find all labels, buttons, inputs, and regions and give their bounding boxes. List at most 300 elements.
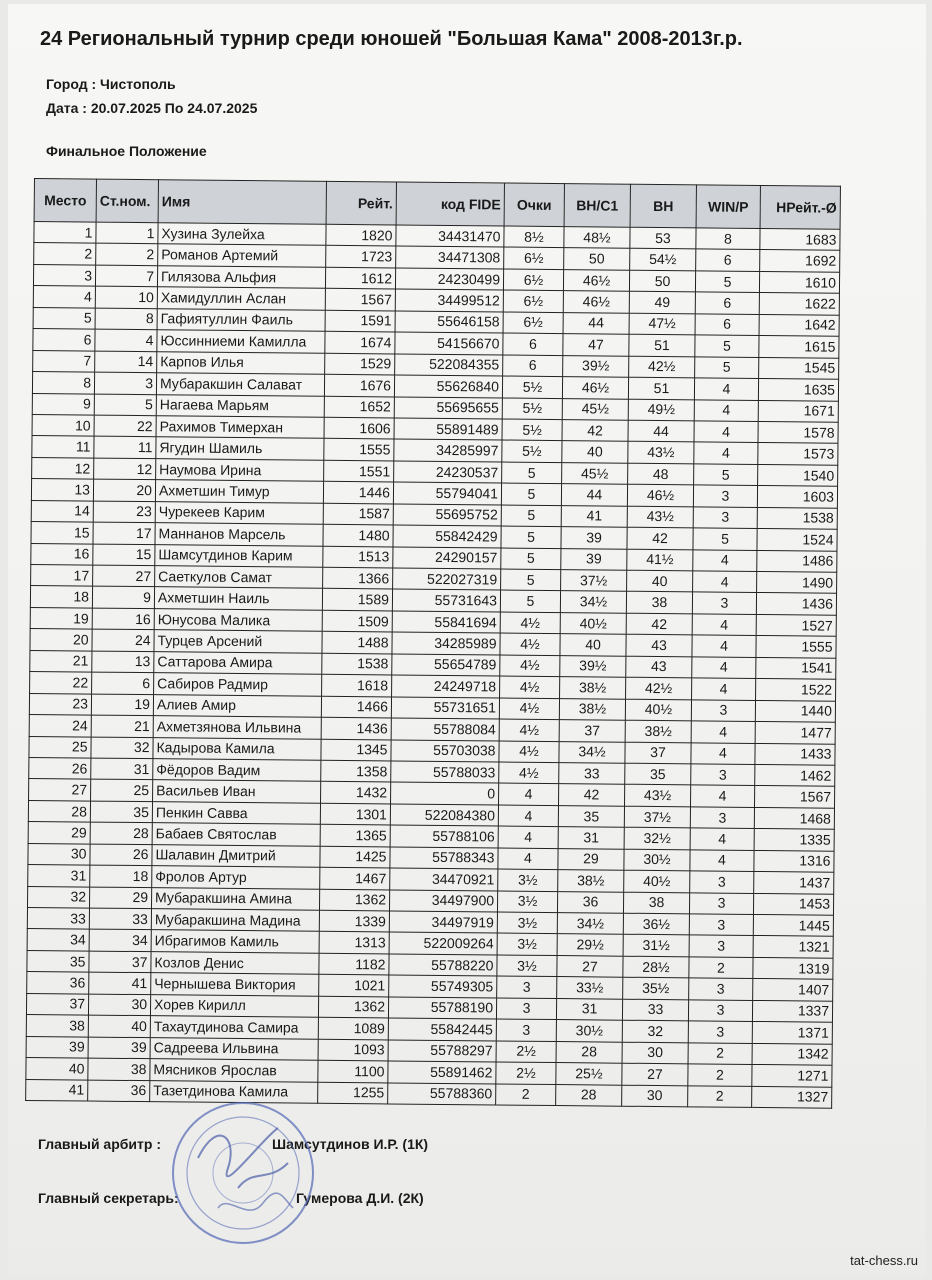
cell-name: Рахимов Тимерхан	[156, 416, 324, 439]
cell-start-number: 5	[94, 394, 156, 416]
cell-name: Мясников Ярослав	[150, 1059, 318, 1082]
cell-bh: 37½	[624, 806, 690, 828]
cell-name: Юнусова Малика	[154, 609, 322, 632]
cell-performance: 1642	[759, 314, 839, 336]
cell-fide-code: 55891489	[394, 418, 502, 440]
cell-rating: 1089	[318, 1017, 388, 1039]
cell-name: Мубаракшина Мадина	[151, 909, 319, 932]
cell-points: 6½	[503, 312, 563, 334]
cell-bh-c1: 42	[562, 420, 628, 442]
cell-points: 4½	[499, 698, 559, 720]
cell-points: 4½	[500, 676, 560, 698]
cell-bh-c1: 42	[559, 784, 625, 806]
cell-start-number: 2	[96, 244, 158, 266]
cell-start-number: 17	[93, 522, 155, 544]
cell-win-p: 3	[689, 892, 753, 914]
cell-name: Васильев Иван	[153, 780, 321, 803]
cell-name: Ибрагимов Камиль	[151, 930, 319, 953]
cell-place: 11	[32, 436, 94, 458]
cell-bh-c1: 44	[563, 312, 629, 334]
cell-bh-c1: 30½	[556, 1020, 622, 1042]
cell-rating: 1255	[318, 1082, 388, 1104]
cell-bh: 27	[622, 1063, 688, 1085]
cell-name: Тахаутдинова Самира	[150, 1016, 318, 1039]
cell-points: 5½	[502, 376, 562, 398]
cell-performance: 1453	[753, 893, 833, 915]
cell-name: Юссинниеми Камилла	[157, 330, 325, 353]
cell-fide-code: 55788360	[388, 1082, 496, 1104]
cell-bh-c1: 36	[557, 891, 623, 913]
cell-rating: 1093	[318, 1039, 388, 1061]
cell-fide-code: 55788343	[390, 847, 498, 869]
cell-points: 3	[496, 1019, 556, 1041]
cell-bh: 51	[629, 334, 695, 356]
cell-performance: 1319	[753, 957, 833, 979]
cell-performance: 1671	[758, 400, 838, 422]
cell-bh: 43½	[624, 785, 690, 807]
cell-rating: 1339	[319, 910, 389, 932]
cell-bh: 38½	[625, 720, 691, 742]
cell-place: 18	[30, 586, 92, 608]
cell-bh: 40½	[624, 870, 690, 892]
cell-win-p: 4	[692, 657, 756, 679]
cell-name: Ахметшин Тимур	[155, 480, 323, 503]
cell-bh: 38	[623, 892, 689, 914]
cell-points: 4½	[499, 719, 559, 741]
col-header-place: Место	[34, 179, 96, 223]
cell-name: Гафиятуллин Фаиль	[157, 308, 325, 331]
cell-rating: 1591	[325, 310, 395, 332]
cell-win-p: 4	[694, 399, 758, 421]
chief-secretary-label: Главный секретарь:	[38, 1190, 179, 1206]
cell-start-number: 39	[88, 1037, 150, 1059]
cell-fide-code: 55794041	[393, 482, 501, 504]
cell-rating: 1365	[320, 825, 390, 847]
cell-points: 3½	[497, 933, 557, 955]
cell-fide-code: 55891462	[388, 1061, 496, 1083]
cell-rating: 1513	[323, 546, 393, 568]
cell-start-number: 9	[92, 587, 154, 609]
cell-points: 3½	[498, 869, 558, 891]
cell-performance: 1337	[752, 1000, 832, 1022]
cell-rating: 1674	[325, 331, 395, 353]
cell-start-number: 1	[96, 222, 158, 244]
cell-name: Кадырова Камила	[153, 737, 321, 760]
cell-fide-code: 55841694	[392, 611, 500, 633]
cell-win-p: 5	[693, 528, 757, 550]
cell-bh-c1: 45½	[562, 462, 628, 484]
cell-start-number: 26	[90, 844, 152, 866]
cell-points: 3	[497, 976, 557, 998]
cell-fide-code: 34497900	[389, 890, 497, 912]
cell-points: 2	[496, 1083, 556, 1105]
cell-bh-c1: 40	[562, 441, 628, 463]
cell-performance: 1522	[756, 679, 836, 701]
cell-win-p: 4	[690, 785, 754, 807]
cell-bh-c1: 35	[558, 805, 624, 827]
cell-win-p: 8	[696, 228, 760, 250]
official-stamp-icon	[168, 1098, 318, 1248]
cell-start-number: 12	[94, 458, 156, 480]
cell-win-p: 4	[694, 421, 758, 443]
cell-points: 5½	[502, 419, 562, 441]
cell-points: 5	[501, 505, 561, 527]
cell-start-number: 4	[95, 329, 157, 351]
cell-bh: 30	[622, 1042, 688, 1064]
cell-bh-c1: 25½	[556, 1063, 622, 1085]
cell-place: 27	[29, 779, 91, 801]
cell-fide-code: 55731643	[392, 589, 500, 611]
cell-performance: 1371	[752, 1022, 832, 1044]
cell-bh-c1: 46½	[562, 377, 628, 399]
cell-place: 13	[31, 479, 93, 501]
cell-bh-c1: 31	[558, 827, 624, 849]
cell-bh: 32½	[624, 827, 690, 849]
cell-rating: 1587	[323, 503, 393, 525]
cell-performance: 1541	[756, 657, 836, 679]
cell-fide-code: 55788190	[388, 997, 496, 1019]
cell-name: Мубаракшина Амина	[151, 887, 319, 910]
cell-fide-code: 55703038	[391, 739, 499, 761]
col-header-rating: Рейт.	[326, 181, 396, 225]
cell-place: 7	[33, 350, 95, 372]
cell-performance: 1462	[755, 764, 835, 786]
cell-points: 5½	[502, 440, 562, 462]
cell-name: Гилязова Альфия	[157, 266, 325, 289]
cell-rating: 1425	[320, 846, 390, 868]
cell-fide-code: 55842445	[388, 1018, 496, 1040]
cell-start-number: 30	[88, 994, 150, 1016]
cell-start-number: 3	[94, 372, 156, 394]
cell-fide-code: 55749305	[389, 975, 497, 997]
cell-rating: 1551	[324, 460, 394, 482]
cell-name: Бабаев Святослав	[152, 823, 320, 846]
cell-performance: 1437	[754, 872, 834, 894]
cell-performance: 1335	[754, 829, 834, 851]
cell-bh: 54½	[630, 249, 696, 271]
cell-fide-code: 522009264	[389, 932, 497, 954]
cell-performance: 1433	[755, 743, 835, 765]
cell-win-p: 4	[690, 828, 754, 850]
cell-performance: 1445	[753, 914, 833, 936]
cell-bh-c1: 33	[559, 763, 625, 785]
cell-place: 32	[27, 886, 89, 908]
cell-name: Саттарова Амира	[154, 651, 322, 674]
cell-place: 6	[33, 329, 95, 351]
cell-bh: 33	[622, 999, 688, 1021]
cell-performance: 1610	[759, 271, 839, 293]
cell-bh-c1: 34½	[557, 913, 623, 935]
cell-place: 5	[33, 307, 95, 329]
cell-bh: 46½	[627, 484, 693, 506]
cell-rating: 1362	[318, 996, 388, 1018]
cell-place: 1	[34, 222, 96, 244]
cell-points: 5	[500, 590, 560, 612]
cell-win-p: 3	[690, 807, 754, 829]
cell-rating: 1676	[324, 374, 394, 396]
cell-win-p: 6	[695, 314, 759, 336]
cell-bh-c1: 28	[556, 1084, 622, 1106]
cell-name: Козлов Денис	[151, 952, 319, 975]
cell-start-number: 23	[93, 501, 155, 523]
cell-performance: 1555	[756, 636, 836, 658]
cell-start-number: 7	[95, 265, 157, 287]
cell-name: Хузина Зулейха	[158, 223, 326, 246]
cell-fide-code: 55695752	[393, 504, 501, 526]
cell-place: 14	[31, 500, 93, 522]
cell-bh: 47½	[629, 313, 695, 335]
cell-name: Чурекеев Карим	[155, 501, 323, 524]
cell-name: Маннанов Марсель	[155, 523, 323, 546]
cell-bh-c1: 46½	[563, 291, 629, 313]
cell-rating: 1313	[319, 932, 389, 954]
cell-win-p: 3	[689, 914, 753, 936]
cell-rating: 1467	[320, 867, 390, 889]
cell-start-number: 28	[90, 822, 152, 844]
cell-fide-code: 24230537	[394, 461, 502, 483]
cell-start-number: 37	[89, 951, 151, 973]
cell-fide-code: 55695655	[394, 396, 502, 418]
cell-points: 6	[503, 355, 563, 377]
cell-place: 4	[33, 286, 95, 308]
cell-place: 15	[31, 522, 93, 544]
col-header-fide-code: код FIDE	[396, 182, 504, 226]
cell-bh: 37	[625, 742, 691, 764]
cell-points: 4½	[500, 612, 560, 634]
cell-bh: 31½	[623, 935, 689, 957]
cell-bh-c1: 29½	[557, 934, 623, 956]
standings-table	[25, 178, 841, 1109]
cell-fide-code: 522027319	[393, 568, 501, 590]
cell-bh-c1: 48½	[564, 227, 630, 249]
cell-bh: 28½	[623, 956, 689, 978]
cell-win-p: 2	[688, 1064, 752, 1086]
cell-bh-c1: 37½	[561, 570, 627, 592]
cell-win-p: 2	[689, 957, 753, 979]
cell-bh: 48	[628, 463, 694, 485]
cell-place: 2	[34, 243, 96, 265]
cell-fide-code: 522084380	[390, 804, 498, 826]
cell-rating: 1021	[319, 975, 389, 997]
cell-start-number: 22	[94, 415, 156, 437]
cell-performance: 1321	[753, 936, 833, 958]
cell-win-p: 3	[688, 1021, 752, 1043]
chief-arbiter-name: Шамсутдинов И.Р. (1К)	[272, 1136, 429, 1152]
tournament-title: 24 Региональный турнир среди юношей "Большая Кама" 2008-2013г.р.	[40, 28, 743, 50]
cell-fide-code: 24230499	[395, 268, 503, 290]
cell-place: 38	[26, 1015, 88, 1037]
cell-rating: 1555	[324, 439, 394, 461]
cell-rating: 1345	[321, 739, 391, 761]
cell-start-number: 33	[89, 908, 151, 930]
cell-name: Хорев Кирилл	[150, 994, 318, 1017]
cell-bh: 43	[626, 656, 692, 678]
cell-name: Алиев Амир	[153, 694, 321, 717]
cell-bh-c1: 39½	[563, 355, 629, 377]
cell-rating: 1567	[325, 289, 395, 311]
cell-place: 20	[30, 629, 92, 651]
cell-performance: 1538	[757, 507, 837, 529]
cell-bh: 49½	[628, 399, 694, 421]
site-watermark: tat-chess.ru	[850, 1253, 918, 1268]
cell-bh-c1: 39½	[560, 655, 626, 677]
cell-performance: 1316	[754, 850, 834, 872]
cell-rating: 1589	[322, 589, 392, 611]
cell-performance: 1692	[760, 250, 840, 272]
cell-start-number: 38	[88, 1058, 150, 1080]
cell-points: 4	[498, 805, 558, 827]
cell-win-p: 4	[693, 571, 757, 593]
cell-place: 34	[27, 929, 89, 951]
cell-start-number: 36	[88, 1080, 150, 1102]
cell-rating: 1509	[322, 610, 392, 632]
cell-name: Шалавин Дмитрий	[152, 844, 320, 867]
cell-performance: 1327	[752, 1086, 832, 1108]
cell-win-p: 2	[688, 1085, 752, 1107]
cell-bh: 41½	[627, 549, 693, 571]
cell-fide-code: 55654789	[392, 654, 500, 676]
cell-rating: 1723	[326, 246, 396, 268]
cell-start-number: 19	[91, 694, 153, 716]
cell-performance: 1436	[756, 593, 836, 615]
cell-win-p: 4	[692, 614, 756, 636]
cell-start-number: 6	[92, 672, 154, 694]
cell-performance: 1540	[758, 464, 838, 486]
cell-start-number: 14	[95, 351, 157, 373]
cell-fide-code: 55626840	[394, 375, 502, 397]
cell-bh-c1: 46½	[563, 269, 629, 291]
cell-fide-code: 34471308	[396, 246, 504, 268]
cell-performance: 1440	[755, 700, 835, 722]
cell-points: 3½	[497, 912, 557, 934]
cell-bh: 30	[622, 1085, 688, 1107]
section-title: Финальное Положение	[46, 143, 207, 159]
cell-fide-code: 55842429	[393, 525, 501, 547]
col-header-bh-c1: BH/C1	[564, 184, 630, 228]
cell-place: 24	[29, 715, 91, 737]
cell-bh: 30½	[624, 849, 690, 871]
col-header-points: Очки	[504, 183, 564, 227]
cell-win-p: 3	[693, 485, 757, 507]
cell-fide-code: 24249718	[392, 675, 500, 697]
cell-fide-code: 54156670	[395, 332, 503, 354]
cell-win-p: 6	[695, 292, 759, 314]
cell-performance: 1622	[759, 293, 839, 315]
cell-rating: 1446	[323, 482, 393, 504]
cell-performance: 1490	[757, 571, 837, 593]
cell-win-p: 3	[689, 935, 753, 957]
cell-fide-code: 34285997	[394, 439, 502, 461]
cell-name: Романов Артемий	[158, 244, 326, 267]
cell-place: 41	[26, 1079, 88, 1101]
cell-start-number: 24	[92, 629, 154, 651]
col-header-win-p: WIN/P	[696, 185, 760, 229]
cell-win-p: 3	[690, 871, 754, 893]
cell-name: Фролов Артур	[152, 866, 320, 889]
cell-bh: 43	[626, 635, 692, 657]
cell-place: 29	[28, 822, 90, 844]
cell-rating: 1466	[321, 696, 391, 718]
cell-bh: 51	[628, 377, 694, 399]
cell-win-p: 4	[691, 742, 755, 764]
cell-bh-c1: 39	[561, 527, 627, 549]
cell-start-number: 11	[94, 436, 156, 458]
cell-win-p: 4	[693, 549, 757, 571]
cell-place: 35	[27, 950, 89, 972]
cell-bh: 42½	[629, 356, 695, 378]
cell-performance: 1477	[755, 722, 835, 744]
cell-win-p: 4	[691, 721, 755, 743]
cell-points: 4½	[500, 655, 560, 677]
cell-points: 3½	[497, 955, 557, 977]
cell-win-p: 3	[689, 978, 753, 1000]
city-line: Город : Чистополь	[46, 76, 176, 92]
cell-fide-code: 55788084	[391, 718, 499, 740]
cell-bh: 32	[622, 1020, 688, 1042]
cell-name: Хамидуллин Аслан	[157, 287, 325, 310]
cell-points: 6½	[504, 247, 564, 269]
cell-place: 3	[33, 264, 95, 286]
cell-points: 6	[503, 333, 563, 355]
cell-start-number: 35	[90, 801, 152, 823]
cell-place: 8	[32, 372, 94, 394]
cell-fide-code: 34470921	[390, 868, 498, 890]
cell-bh-c1: 38½	[558, 870, 624, 892]
col-header-bh: BH	[630, 184, 696, 228]
cell-rating: 1529	[325, 353, 395, 375]
cell-win-p: 5	[695, 335, 759, 357]
cell-name: Чернышева Виктория	[151, 973, 319, 996]
cell-performance: 1683	[760, 228, 840, 250]
cell-bh-c1: 33½	[557, 977, 623, 999]
cell-place: 36	[27, 972, 89, 994]
cell-rating: 1301	[320, 803, 390, 825]
cell-place: 9	[32, 393, 94, 415]
cell-bh: 35½	[623, 978, 689, 1000]
cell-bh-c1: 34½	[560, 591, 626, 613]
cell-place: 16	[31, 543, 93, 565]
cell-bh: 40	[627, 570, 693, 592]
cell-performance: 1615	[759, 336, 839, 358]
cell-bh-c1: 50	[564, 248, 630, 270]
col-header-start-number: Ст.ном.	[96, 179, 158, 223]
cell-place: 23	[29, 693, 91, 715]
cell-start-number: 27	[93, 565, 155, 587]
cell-points: 5	[501, 569, 561, 591]
cell-bh-c1: 39	[561, 548, 627, 570]
cell-bh: 35	[625, 763, 691, 785]
cell-start-number: 16	[92, 608, 154, 630]
table-header-row	[34, 179, 840, 230]
cell-bh-c1: 37	[559, 720, 625, 742]
cell-win-p: 3	[693, 507, 757, 529]
cell-name: Саеткулов Самат	[155, 566, 323, 589]
chief-arbiter-label: Главный арбитр :	[38, 1136, 161, 1152]
date-line: Дата : 20.07.2025 По 24.07.2025	[46, 100, 258, 116]
cell-bh: 40½	[625, 699, 691, 721]
cell-performance: 1545	[759, 357, 839, 379]
cell-place: 33	[27, 907, 89, 929]
cell-start-number: 8	[95, 308, 157, 330]
cell-points: 4½	[499, 740, 559, 762]
cell-bh: 42	[626, 613, 692, 635]
cell-win-p: 6	[696, 249, 760, 271]
cell-rating: 1362	[319, 889, 389, 911]
cell-win-p: 2	[688, 1042, 752, 1064]
cell-rating: 1820	[326, 224, 396, 246]
cell-place: 10	[32, 414, 94, 436]
cell-fide-code: 34499512	[395, 289, 503, 311]
